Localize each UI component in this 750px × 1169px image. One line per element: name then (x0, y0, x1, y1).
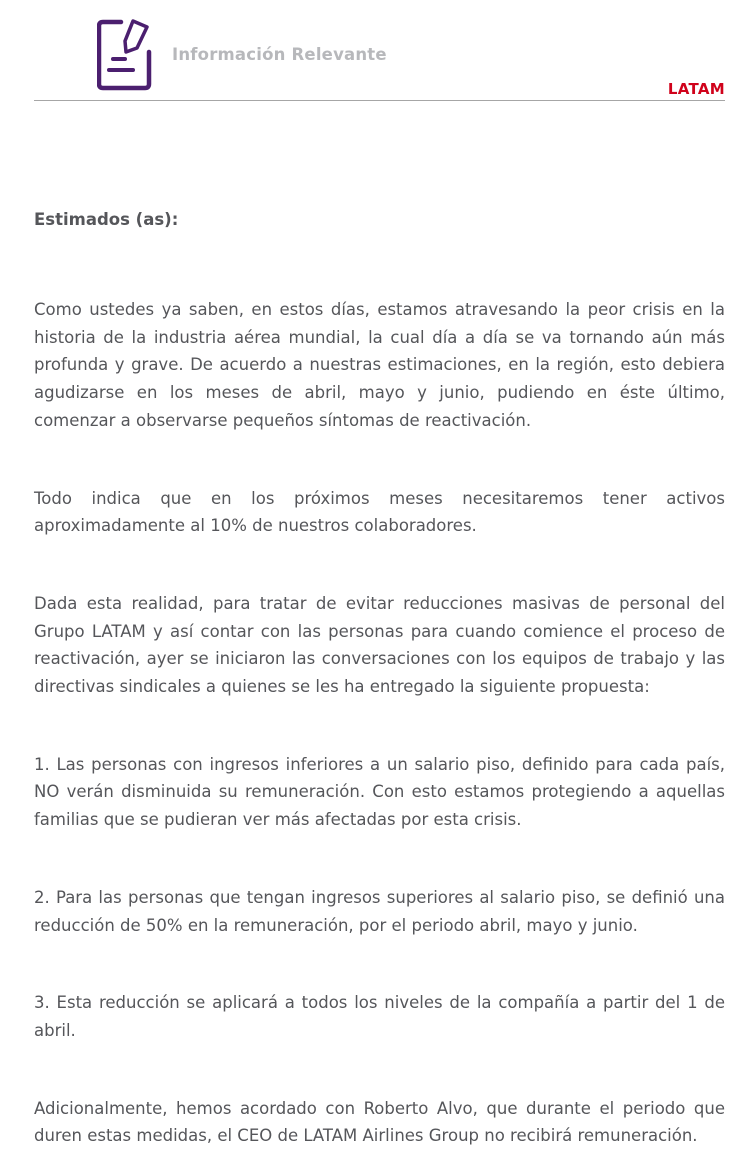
paragraph: 2. Para las personas que tengan ingresos superiores al salario piso, se definió una reducción de 50% en la remuneración, por el periodo abril, mayo y junio. (34, 887, 725, 935)
paragraph: Todo indica que en los próximos meses necesitaremos tener activos aproximadamente al 10% de nuestros colaboradores. (34, 488, 725, 536)
paragraph: 3. Esta reducción se aplicará a todos los niveles de la compañía a partir del 1 de abril. (34, 993, 725, 1040)
paragraph: Adicionalmente, hemos acordado con Roberto Alvo, que durante el periodo que duren estas medidas, el CEO de LATAM Airlines Group no recibirá remuneración. (34, 1098, 725, 1146)
header-title: Información Relevante (172, 45, 387, 64)
paragraph: 1. Las personas con ingresos inferiores a un salario piso, definido para cada país, NO verán disminuida su remuneración. Con esto estamos protegiendo a aquellas familias que se pudieran ver más afectadas por esta crisis. (34, 754, 725, 830)
letter-body (34, 206, 725, 1169)
brand-label: LATAM (667, 80, 725, 98)
document-edit-icon (97, 18, 153, 92)
email-header (34, 0, 725, 101)
paragraph: Como ustedes ya saben, en estos días, estamos atravesando la peor crisis en la historia de la industria aérea mundial, la cual día a día se va tornando aún más profunda y grave. De acuerdo a nuestras estimaciones, en la región, esto debiera agudizarse en los meses de abril, mayo y junio, pudiendo en éste último, comenzar a observarse pequeños síntomas de reactivación. (34, 300, 725, 430)
paragraph: Dada esta realidad, para tratar de evitar reducciones masivas de personal del Grupo LATAM y así contar con las personas para cuando comience el proceso de reactivación, ayer se iniciaron las conversaciones con los equipos de trabajo y las directivas sindicales a quienes se les ha entregado la siguiente propuesta: (34, 593, 725, 697)
greeting: Estimados (as): (34, 210, 179, 229)
